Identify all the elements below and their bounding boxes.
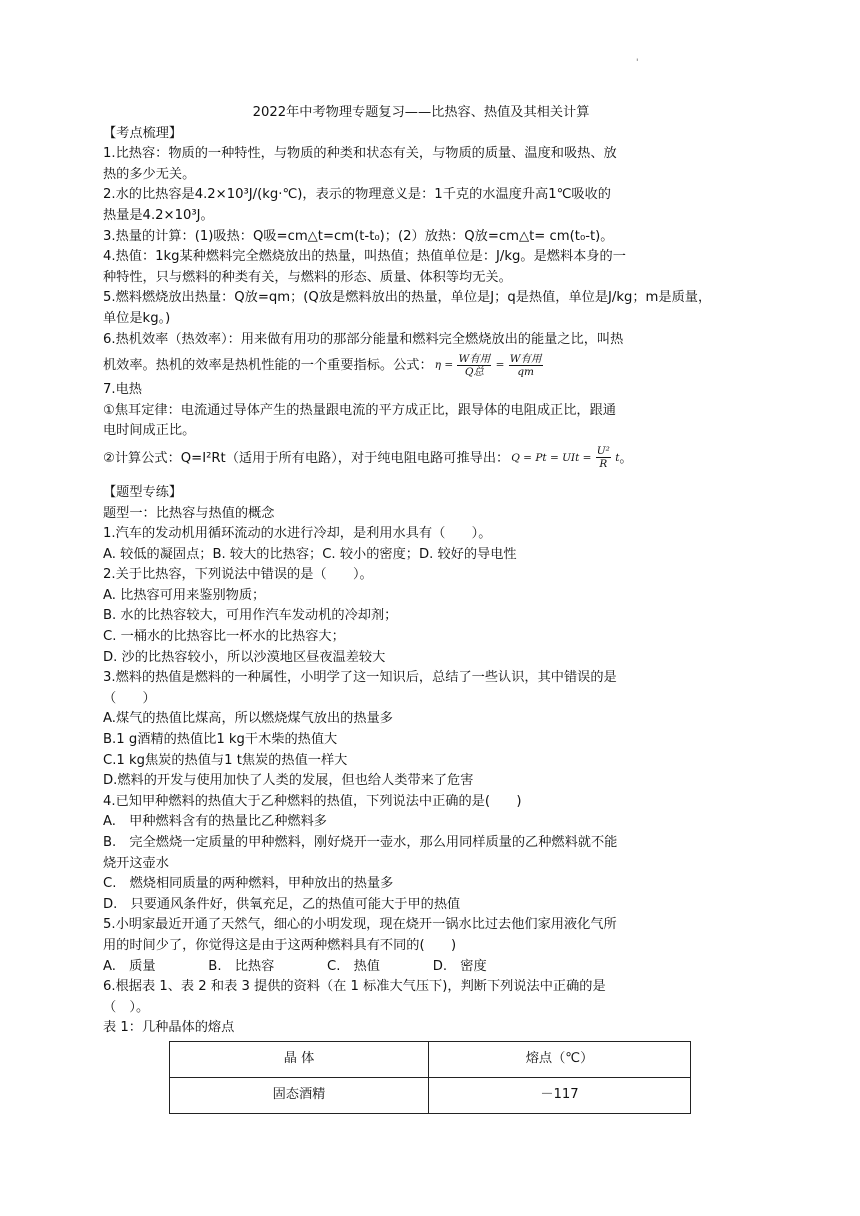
point-2-line-1: 2.水的比热容是4.2×10³J/(kg·℃)，表示的物理意义是：1千克的水温度升高1℃吸收的: [103, 187, 611, 203]
question-6-line-2: （ ）。: [103, 999, 150, 1015]
point-4-line-2: 种特性，只与燃料的种类有关，与燃料的形态、质量、体积等均无关。: [103, 269, 512, 285]
fraction-numerator: W有用: [458, 352, 491, 365]
table-1-caption: 表 1：几种晶体的熔点: [103, 1020, 235, 1036]
point-7-1-line-1: ①焦耳定律：电流通过导体产生的热量跟电流的平方成正比，跟导体的电阻成正比，跟通: [103, 402, 616, 418]
question-4-option-b-line-1: B. 完全燃烧一定质量的甲种燃料，刚好烧开一壶水，那么用同样质量的乙种燃料就不能: [103, 835, 618, 850]
question-3-option-c: C.1 kg焦炭的热值与1 t焦炭的热值一样大: [103, 752, 348, 768]
point-6-line-2: [103, 350, 739, 380]
table-header-cell: 熔点（℃）: [429, 1041, 691, 1077]
table-cell: 固态酒精: [170, 1077, 429, 1113]
question-2-option-b: B. 水的比热容较大，可用作汽车发动机的冷却剂；: [103, 608, 398, 624]
question-5-line-2: 用的时间少了，你觉得这是由于这两种燃料具有不同的( ): [103, 937, 457, 953]
formula-lhs: Q = Pt = UIt =: [511, 451, 592, 464]
fraction-u2-over-r: [596, 445, 611, 470]
point-1-line-2: 热的多少无关。: [103, 166, 196, 182]
fraction-useful-over-total: [457, 353, 491, 378]
fraction-denominator: Q总: [464, 365, 484, 378]
corner-mark: ': [636, 58, 639, 68]
formula-end: 。: [619, 450, 633, 466]
document-body: [103, 103, 739, 1114]
table-header-cell: 晶 体: [170, 1041, 429, 1077]
fraction-useful-over-qm: [509, 353, 543, 378]
joule-formula: [511, 442, 619, 474]
point-7-2-text: ②计算公式：Q=I²Rt（适用于所有电路），对于纯电阻电路可推导出：: [103, 450, 510, 466]
point-5-line-1: 5.燃料燃烧放出热量：Q放=qm；(Q放是燃料放出的热量，单位是J；q是热值，单位是J/kg；m是质量，: [103, 290, 712, 306]
question-1: 1.汽车的发动机用循环流动的水进行冷却，是利用水具有（ ）。: [103, 526, 492, 542]
point-2-line-2: 热量是4.2×10³J。: [103, 207, 214, 223]
question-5-line-1: 5.小明家最近开通了天然气，细心的小明发现，现在烧开一锅水比过去他们家用液化气所: [103, 917, 617, 933]
section-heading-key-points: 【考点梳理】: [103, 125, 183, 141]
question-1-options: A. 较低的凝固点；B. 较大的比热容；C. 较小的密度；D. 较好的导电性: [103, 546, 517, 562]
question-2-option-d: D. 沙的比热容较小，所以沙漠地区昼夜温差较大: [103, 649, 386, 665]
question-3-line-2: （ ）: [103, 690, 156, 706]
table-cell: －117: [429, 1077, 691, 1113]
formula-tail: t: [615, 451, 620, 464]
point-6-line-1: 6.热机效率（热效率）：用来做有用功的那部分能量和燃料完全燃烧放出的能量之比，叫热: [103, 331, 624, 347]
question-4-option-b-line-2: 烧开这壶水: [103, 855, 169, 871]
point-6-text: 机效率。热机的效率是热机性能的一个重要指标。公式：: [103, 358, 433, 374]
point-7-2: [103, 442, 739, 474]
question-5-options: A. 质量 B. 比热容 C. 热值 D. 密度: [103, 958, 487, 974]
point-3: 3.热量的计算：(1)吸热：Q吸=cm△t=cm(t-t₀)；(2）放热：Q放=cm△t= cm(t₀-t)。: [103, 228, 614, 244]
point-1-line-1: 1.比热容：物质的一种特性，与物质的种类和状态有关，与物质的质量、温度和吸热、放: [103, 146, 617, 162]
question-6-line-1: 6.根据表 1、表 2 和表 3 提供的资料（在 1 标准大气压下)，判断下列说法中正确的是: [103, 979, 606, 995]
question-4-option-c: C. 燃烧相同质量的两种燃料，甲种放出的热量多: [103, 876, 394, 892]
section-heading-practice: 【题型专练】: [103, 484, 183, 500]
question-2-option-c: C. 一桶水的比热容比一杯水的比热容大；: [103, 629, 345, 645]
question-2: 2.关于比热容，下列说法中错误的是（ ）。: [103, 567, 373, 583]
table-1: [169, 1041, 691, 1114]
point-7-1-line-2: 电时间成正比。: [103, 423, 196, 439]
fraction-denominator: R: [599, 458, 608, 471]
point-4-line-1: 4.热值：1kg某种燃料完全燃烧放出的热量，叫热值；热值单位是：J/kg。是燃料本身的一: [103, 249, 626, 265]
table-header-row: [170, 1041, 691, 1077]
question-4: 4.已知甲种燃料的热值大于乙种燃料的热值，下列说法中正确的是( ): [103, 793, 522, 809]
question-3-line-1: 3.燃料的热值是燃料的一种属性，小明学了这一知识后，总结了一些认识，其中错误的是: [103, 670, 617, 686]
question-3-option-b: B.1 g酒精的热值比1 kg干木柴的热值大: [103, 732, 338, 748]
point-5-line-2: 单位是kg。): [103, 310, 171, 326]
question-3-option-a: A.煤气的热值比煤高，所以燃烧煤气放出的热量多: [103, 711, 393, 727]
table-row: [170, 1077, 691, 1113]
fraction-denominator: qm: [517, 365, 534, 378]
question-type-1: 题型一：比热容与热值的概念: [103, 505, 275, 521]
formula-equals: =: [495, 359, 505, 372]
fraction-numerator: U²: [596, 445, 610, 458]
question-4-option-d: D. 只要通风条件好，供氧充足，乙的热值可能大于甲的热值: [103, 896, 461, 912]
question-4-option-a: A. 甲种燃料含有的热量比乙种燃料多: [103, 814, 327, 830]
question-2-option-a: A. 比热容可用来鉴别物质；: [103, 587, 266, 603]
fraction-numerator: W有用: [509, 352, 542, 365]
efficiency-formula: [435, 350, 544, 380]
point-7-heading: 7.电热: [103, 382, 142, 398]
document-title: 2022年中考物理专题复习——比热容、热值及其相关计算: [252, 105, 590, 120]
question-3-option-d: D.燃料的开发与使用加快了人类的发展，但也给人类带来了危害: [103, 773, 474, 789]
formula-lhs: η =: [434, 359, 454, 372]
